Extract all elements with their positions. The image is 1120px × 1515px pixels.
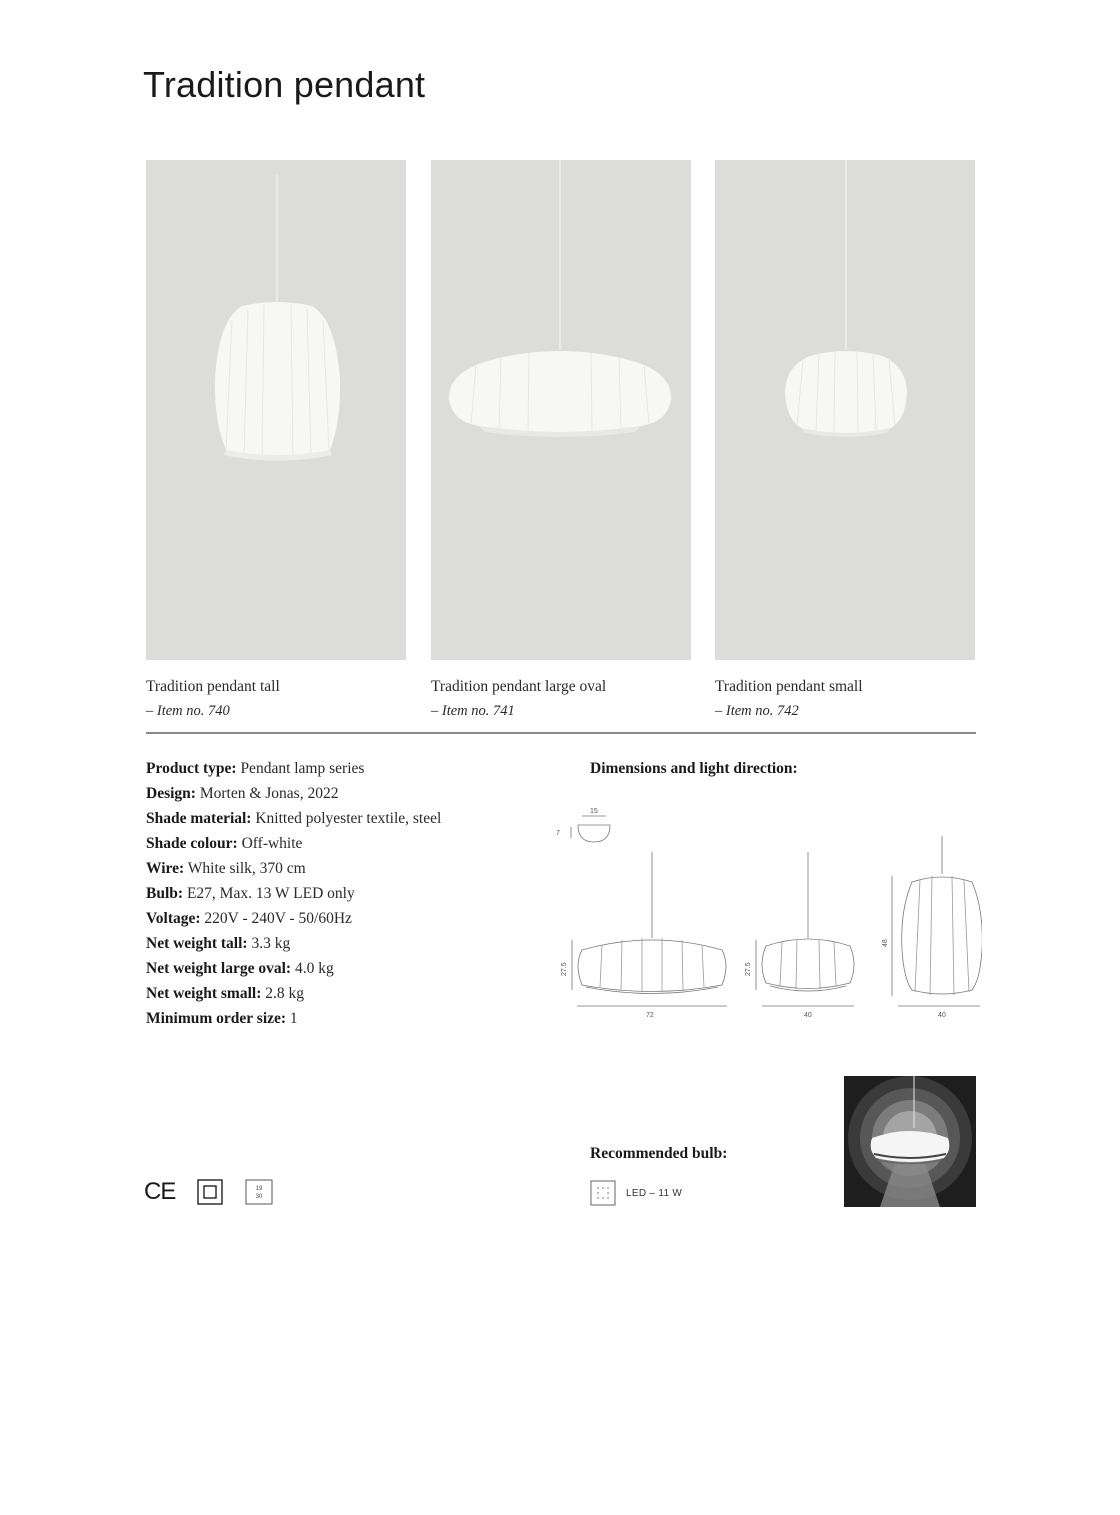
spec-voltage: Voltage: 220V - 240V - 50/60Hz <box>146 910 352 927</box>
double-square-icon <box>197 1179 223 1205</box>
light-direction-image <box>844 1076 976 1207</box>
pendant-tall-image <box>146 160 406 660</box>
item-number-large-oval: – Item no. 741 <box>431 703 515 719</box>
product-name-small: Tradition pendant small <box>715 678 863 695</box>
led-bulb-icon <box>590 1180 616 1206</box>
dim-oval-width: 72 <box>646 1012 654 1019</box>
product-photo-large-oval <box>431 160 691 660</box>
product-name-large-oval: Tradition pendant large oval <box>431 678 607 695</box>
item-number-small: – Item no. 742 <box>715 703 799 719</box>
dim-tall-width: 40 <box>938 1012 946 1019</box>
spec-net-weight-large-oval: Net weight large oval: 4.0 kg <box>146 960 334 977</box>
page-title: Tradition pendant <box>143 64 426 105</box>
ik-label-bottom: 30 <box>256 1194 263 1200</box>
spec-list <box>146 756 476 1031</box>
product-name-tall: Tradition pendant tall <box>146 678 280 695</box>
dim-small-height: 27.5 <box>745 962 752 976</box>
product-photo-small <box>715 160 975 660</box>
pendant-small-image <box>715 160 975 660</box>
pendant-large-oval-image <box>431 160 691 660</box>
dim-oval-height: 27.5 <box>561 962 568 976</box>
spec-shade-material: Shade material: Knitted polyester textile, steel <box>146 810 442 827</box>
dim-tall-height: 48 <box>882 939 889 947</box>
section-divider <box>146 732 976 734</box>
spec-minimum-order-size: Minimum order size: 1 <box>146 1010 298 1027</box>
product-card-tall <box>146 160 406 724</box>
product-card-large-oval <box>431 160 691 724</box>
dim-small-width: 40 <box>804 1012 812 1019</box>
spec-design: Design: Morten & Jonas, 2022 <box>146 785 339 802</box>
ik-label-top: 19 <box>256 1186 263 1192</box>
dim-top-height: 7 <box>556 830 560 837</box>
spec-shade-colour: Shade colour: Off-white <box>146 835 303 852</box>
recommended-bulb <box>590 1180 682 1206</box>
spec-net-weight-small: Net weight small: 2.8 kg <box>146 985 304 1002</box>
product-photo-tall <box>146 160 406 660</box>
ik-rating-icon <box>245 1179 273 1205</box>
ce-mark: CE <box>144 1178 176 1205</box>
spec-net-weight-tall: Net weight tall: 3.3 kg <box>146 935 291 952</box>
spec-product-type: Product type: Pendant lamp series <box>146 760 365 777</box>
product-card-small <box>715 160 975 724</box>
spec-wire: Wire: White silk, 370 cm <box>146 860 306 877</box>
spec-bulb: Bulb: E27, Max. 13 W LED only <box>146 885 355 902</box>
item-number-tall: – Item no. 740 <box>146 703 230 719</box>
certification-marks <box>144 1178 273 1206</box>
dim-top-width: 15 <box>590 808 598 815</box>
recommended-bulb-title: Recommended bulb: <box>590 1145 728 1162</box>
dimensions-title: Dimensions and light direction: <box>590 760 798 777</box>
dimensions-diagram <box>552 800 982 1025</box>
recommended-bulb-label: LED – 11 W <box>626 1187 683 1199</box>
